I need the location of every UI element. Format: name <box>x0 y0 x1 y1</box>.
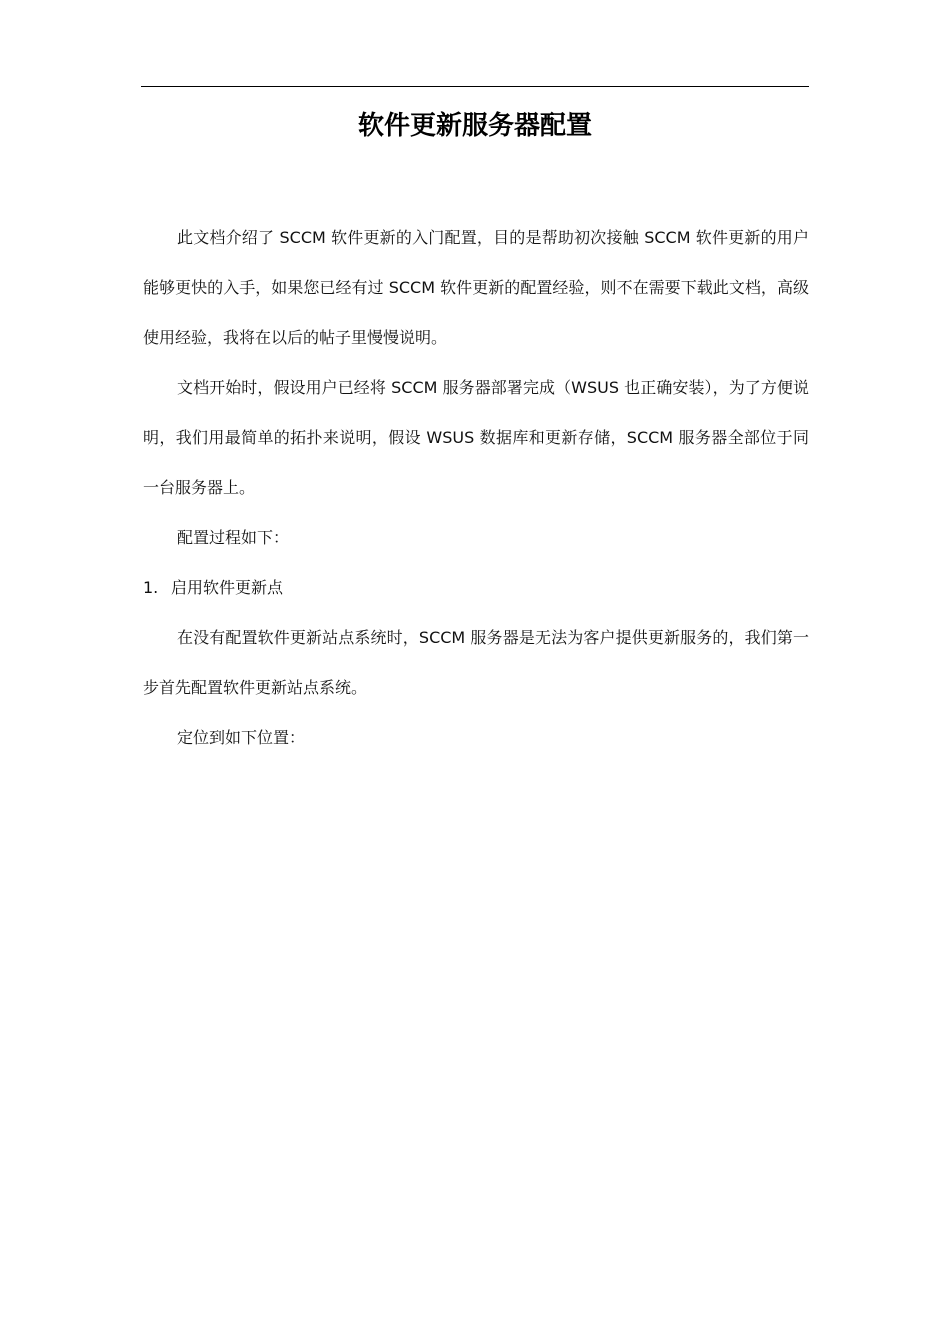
step-1-label: 启用软件更新点 <box>171 578 284 597</box>
document-title: 软件更新服务器配置 <box>357 111 592 141</box>
process-intro-paragraph: 配置过程如下： <box>177 528 290 547</box>
intro-paragraph: 此文档介绍了 SCCM 软件更新的入门配置，目的是帮助初次接触 SCCM 软件更新的用户能够更快的入手，如果您已经有过 SCCM 软件更新的配置经验，则不在需要下载此文档，高级使用经验，我将在以后的帖子里慢慢说明。 <box>143 228 809 347</box>
document-body <box>143 213 809 763</box>
step-1-heading <box>143 563 809 613</box>
locate-paragraph: 定位到如下位置： <box>177 728 306 747</box>
assumption-paragraph: 文档开始时，假设用户已经将 SCCM 服务器部署完成（WSUS 也正确安装），为了方便说明，我们用最简单的拓扑来说明，假设 WSUS 数据库和更新存储，SCCM 服务器全部位于同一台服务器上。 <box>143 378 809 497</box>
step-1-paragraph: 在没有配置软件更新站点系统时，SCCM 服务器是无法为客户提供更新服务的，我们第一步首先配置软件更新站点系统。 <box>143 628 809 697</box>
step-1-number: 1. <box>143 578 159 597</box>
header-rule <box>141 86 809 87</box>
